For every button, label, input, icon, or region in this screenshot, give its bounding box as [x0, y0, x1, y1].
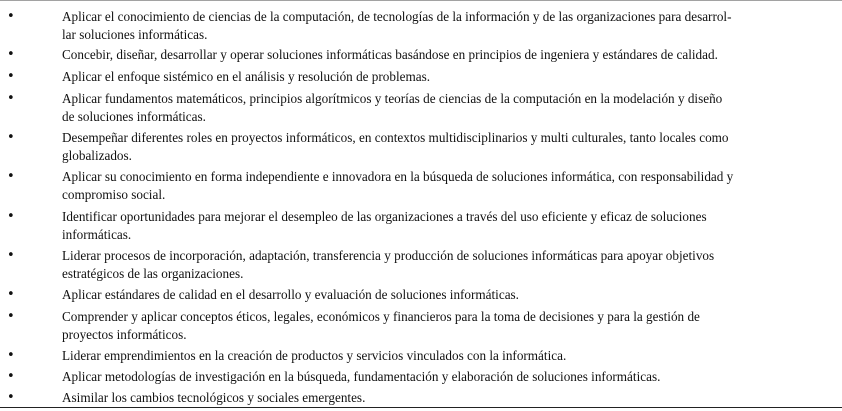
list-item-line: Aplicar su conocimiento en forma independiente e innovadora en la búsqueda de soluciones informática, con responsabilidad y [62, 169, 734, 184]
list-item-line: Aplicar el conocimiento de ciencias de la computación, de tecnologías de la información y de las organizaciones para desarrol- [62, 9, 732, 24]
list-item-line: Aplicar fundamentos matemáticos, principios algorítmicos y teorías de ciencias de la computación en la modelación y diseño [62, 91, 723, 106]
list-item-line: Identificar oportunidades para mejorar el desempleo de las organizaciones a través del uso eficiente y eficaz de soluciones [62, 209, 707, 224]
list-item-text [62, 168, 837, 204]
list-item-text [62, 208, 837, 244]
list-item-line: de soluciones informáticas. [62, 109, 206, 124]
list-item-line: proyectos informáticos. [62, 327, 187, 342]
list-item-line: estratégicos de las organizaciones. [62, 266, 244, 281]
list-item-line: Desempeñar diferentes roles en proyectos informáticos, en contextos multidisciplinarios y multi culturales, tanto locales como [62, 130, 729, 145]
bullet-marker: • [7, 248, 15, 263]
bullet-marker: • [7, 348, 15, 363]
list-item-line: Concebir, diseñar, desarrollar y operar soluciones informáticas basándose en principios de ingeniera y estándares de calidad. [62, 47, 718, 62]
list-item-line: Asimilar los cambios tecnológicos y sociales emergentes. [62, 390, 366, 405]
list-item-text [62, 389, 837, 407]
list-item-text [62, 90, 837, 126]
list-item-text [62, 286, 837, 304]
list-item-line: lar soluciones informáticas. [62, 27, 208, 42]
list-item-line: Liderar procesos de incorporación, adaptación, transferencia y producción de soluciones informáticas para apoyar objetivos [62, 248, 715, 263]
bullet-marker: • [7, 309, 15, 324]
list-item-line: Aplicar el enfoque sistémico en el análisis y resolución de problemas. [62, 69, 431, 84]
bullet-marker: • [7, 169, 15, 184]
list-item-line: compromiso social. [62, 187, 166, 202]
list-item-text [62, 8, 837, 44]
list-item-text [62, 129, 837, 165]
bottom-rule [0, 407, 842, 408]
top-rule [0, 0, 842, 1]
bullet-marker: • [7, 91, 15, 106]
bullet-marker: • [7, 209, 15, 224]
list-item-line: globalizados. [62, 148, 132, 163]
list-item-text [62, 68, 837, 86]
bullet-marker: • [7, 47, 15, 62]
bullet-marker: • [7, 9, 15, 24]
list-item-line: informáticas. [62, 227, 132, 242]
list-item-line: Aplicar estándares de calidad en el desarrollo y evaluación de soluciones informáticas. [62, 287, 519, 302]
list-item-line: Aplicar metodologías de investigación en la búsqueda, fundamentación y elaboración de soluciones informáticas. [62, 369, 661, 384]
list-item-text [62, 46, 837, 64]
list-item-text [62, 308, 837, 344]
bullet-marker: • [7, 287, 15, 302]
list-item-line: Comprender y aplicar conceptos éticos, legales, económicos y financieros para la toma de decisiones y para la gestión de [62, 309, 700, 324]
list-item-text [62, 368, 837, 386]
bullet-marker: • [7, 390, 15, 405]
bullet-marker: • [7, 130, 15, 145]
list-item-text [62, 247, 837, 283]
bullet-marker: • [7, 69, 15, 84]
list-item-line: Liderar emprendimientos en la creación de productos y servicios vinculados con la informática. [62, 348, 567, 363]
list-item-text [62, 347, 837, 365]
bullet-marker: • [7, 369, 15, 384]
